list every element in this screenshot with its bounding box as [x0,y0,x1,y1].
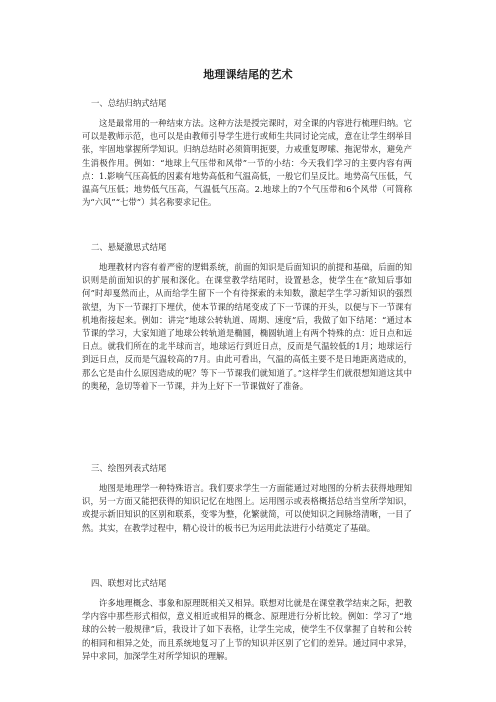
section-comparison [82,577,412,663]
section-heading: 三、绘图列表式结尾 [91,463,167,473]
section-heading: 四、联想对比式结尾 [91,578,167,588]
section-summary [82,97,412,209]
section-heading: 二、悬疑激思式结尾 [91,242,167,252]
section-paragraph: 这是最常用的一种结束方法。这种方法是授完课时，对全课的内容进行梳理归纳。它可以是教师示范，也可以是由教师引导学生进行或师生共同讨论完成，意在让学生纲举目张，牢固地掌握所学知识。归纳总结时必须简明扼要，力戒重复啰嗦、拖泥带水，避免产生消极作用。例如：“地球上气压带和风带”一节的小结：今天我们学习的主要内容有两点：1.影响气压高低的因素有地势高低和气温高低，一般它们呈反比。地势高气压低，气温高气压低；地势低气压高，气温低气压高。2.地球上的7个气压带和6个风带（可简称为“六风”“七带”）其名称要求记住。 [82,118,412,208]
section-paragraph: 地图是地理学一种特殊语言。我们要求学生一方面能通过对地图的分析去获得地理知识，另一方面又能把获得的知识记忆在地图上。运用图示或表格概括总结当堂所学知识，或提示新旧知识的区别和联系，变零为整，化繁就简，可以使知识之间脉络清晰，一目了然。其实，在教学过程中，精心设计的板书已为运用此法进行小结奠定了基础。 [82,483,412,533]
section-paragraph: 地理教材内容有着严密的逻辑系统，前面的知识是后面知识的前提和基础，后面的知识则是前面知识的扩展和深化。在课堂教学结尾时，设置悬念，使学生在“欲知后事如何”时却戛然而止，从而给学生留下一个有待探索的未知数，激起学生学习新知识的强烈欲望，为下一节课打下埋伏，使本节课的结尾变成了下一节课的开头，以便与下一节课有机地衔接起来。例如：讲完“地球公转轨道、周期、速度”后，我做了如下结尾：“通过本节课的学习，大家知道了地球公转轨道是椭圆，椭圆轨道上有两个特殊的点：近日点和远日点。就我们所在的北半球而言，地球运行到近日点，反而是气温较低的1月；地球运行到远日点，反而是气温较高的7月。由此可看出，气温的高低主要不是日地距离造成的，那么它是由什么原因造成的呢？等下一节课我们就知道了。”这样学生们就很想知道这其中的奥秘，急切等着下一节课，并为上好下一节课做好了准备。 [82,262,412,391]
section-map-table [82,462,412,535]
page-title: 地理课结尾的艺术 [203,68,293,81]
section-heading: 一、总结归纳式结尾 [91,98,167,108]
section-paragraph: 许多地理概念、事象和原理既相关又相异。联想对比就是在课堂教学结束之际，把教学内容中那些形式相似，意义相近或相异的概念、原理进行分析比较。例如：学习了“地球的公转一般规律”后，我设计了如下表格，让学生完成，使学生不仅掌握了自转和公转的相同和相异之处，而且系统地复习了上节的知识并区别了它们的差异。通过同中求异，异中求同，加深学生对所学知识的理解。 [82,598,412,661]
section-suspense [82,241,412,393]
